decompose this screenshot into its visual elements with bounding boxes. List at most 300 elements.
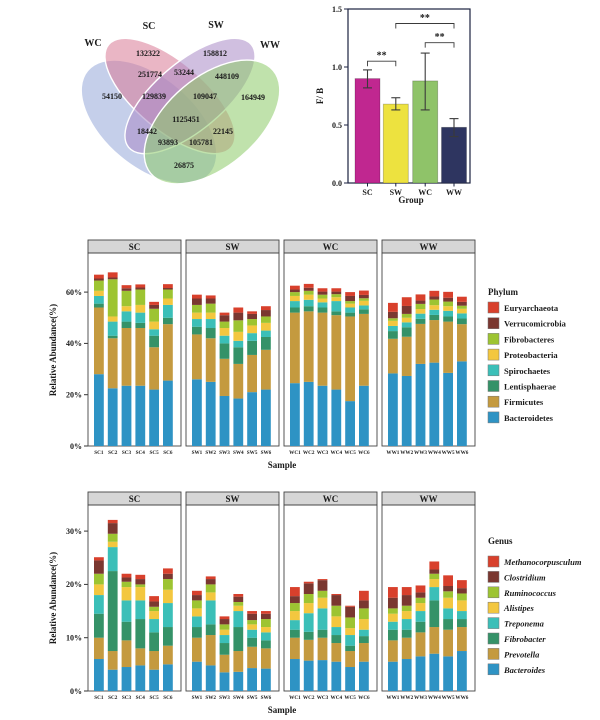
- bar-segment-WW4-Euryarchaeota: [429, 291, 439, 297]
- bar-segment-SC4-Verrucomicrobia: [135, 287, 145, 289]
- bar-segment-WC1-Fibrobacter: [290, 630, 300, 638]
- bar-segment-WW4-Proteobacteria: [429, 305, 439, 310]
- venn-region-SW-only: 158812: [203, 49, 227, 58]
- bar-segment-SW5-Lentisphaerae: [247, 341, 257, 355]
- sample-label: SW4: [232, 450, 244, 456]
- bar-segment-SC5-Methanocorpusculum: [149, 596, 159, 601]
- bar-segment-WC5-Spirochaetes: [345, 307, 355, 312]
- sample-label: SC6: [163, 450, 173, 456]
- legend-swatch-Verrucomicrobia: [488, 318, 499, 329]
- bar-segment-WW4-Verrucomicrobia: [429, 296, 439, 299]
- bar-segment-SW5-Proteobacteria: [247, 325, 257, 333]
- bar-segment-SC4-Lentisphaerae: [135, 323, 145, 328]
- bar-segment-WC4-Verrucomicrobia: [331, 292, 341, 295]
- bar-segment-WW1-Lentisphaerae: [388, 331, 398, 339]
- bar-segment-SW3-Clostridium: [220, 619, 230, 624]
- bar-segment-SW1-Fibrobacter: [192, 627, 202, 638]
- sample-label: WW5: [441, 695, 455, 701]
- bar-segment-SW3-Proteobacteria: [220, 328, 230, 336]
- bar-segment-SW6-Bacteroides: [261, 669, 271, 691]
- bar-segment-SC6-Alistipes: [163, 590, 173, 603]
- legend-label-Fibrobacter: Fibrobacter: [504, 634, 546, 644]
- bar-segment-WC1-Fibrobacteres: [290, 292, 300, 296]
- bar-segment-SC1-Verrucomicrobia: [94, 279, 104, 281]
- bar-segment-WW3-Fibrobacter: [416, 622, 426, 633]
- bar-segment-WC4-Treponema: [331, 627, 341, 635]
- bar-segment-WC4-Firmicutes: [331, 315, 341, 389]
- sample-label: SC3: [121, 450, 132, 456]
- bar-segment-WW5-Proteobacteria: [443, 306, 453, 311]
- bar-segment-WW3-Bacteroidetes: [416, 364, 426, 446]
- bar-segment-SW6-Verrucomicrobia: [261, 310, 271, 316]
- bar-segment-SC5-Euryarchaeota: [149, 302, 159, 305]
- ytick-label: 60%: [66, 287, 82, 297]
- bar-segment-SC1-Bacteroidetes: [94, 374, 104, 446]
- bar-segment-WC1-Euryarchaeota: [290, 286, 300, 290]
- bar-segment-SC3-Ruminococcus: [122, 582, 132, 587]
- bar-segment-WC2-Treponema: [304, 613, 314, 632]
- bar-segment-SW3-Fibrobacter: [220, 643, 230, 655]
- fb-xtick-label: SC: [362, 188, 373, 197]
- bar-segment-SW6-Ruminococcus: [261, 619, 271, 627]
- sample-label: SW6: [260, 450, 272, 456]
- sample-label: SC2: [108, 695, 118, 701]
- fb-y-axis-title: F/ B: [315, 87, 325, 105]
- venn-region-WC-SW: 18442: [137, 127, 157, 136]
- sample-label: WW2: [400, 695, 414, 701]
- bar-segment-WW1-Bacteroidetes: [388, 373, 398, 446]
- bar-segment-SC6-Bacteroides: [163, 664, 173, 691]
- fb-sig-bracket: [396, 24, 454, 29]
- ytick-label: 20%: [66, 390, 82, 400]
- sample-label: SW5: [246, 695, 258, 701]
- panel-header-label: SW: [225, 241, 240, 252]
- bar-segment-WW3-Euryarchaeota: [416, 294, 426, 300]
- bar-segment-SW4-Bacteroidetes: [233, 399, 243, 446]
- bar-segment-SC1-Bacteroides: [94, 659, 104, 691]
- bar-segment-SC2-Fibrobacteres: [108, 279, 118, 316]
- bar-segment-SC6-Verrucomicrobia: [163, 288, 173, 290]
- bar-segment-SW5-Ruminococcus: [247, 620, 257, 624]
- venn-set-label-SW: SW: [208, 20, 224, 31]
- sample-label: WW4: [427, 695, 441, 701]
- bar-segment-WW3-Treponema: [416, 611, 426, 622]
- bar-segment-WC2-Fibrobacteres: [304, 291, 314, 295]
- bar-segment-SW3-Fibrobacteres: [220, 322, 230, 328]
- bar-segment-WW3-Proteobacteria: [416, 309, 426, 314]
- bar-segment-SC5-Verrucomicrobia: [149, 305, 159, 309]
- legend-swatch-Alistipes: [488, 602, 499, 613]
- sample-label: SW2: [205, 695, 217, 701]
- bar-segment-WC4-Alistipes: [331, 616, 341, 627]
- venn-region-WC-WW: 26875: [174, 161, 194, 170]
- bar-segment-SC1-Firmicutes: [94, 307, 104, 374]
- sample-label: SC1: [94, 695, 104, 701]
- bar-segment-SW4-Alistipes: [233, 606, 243, 611]
- venn-region-WC-SC-SW: 129839: [142, 92, 166, 101]
- venn-diagram: [0, 0, 300, 210]
- bar-segment-WW1-Prevotella: [388, 640, 398, 661]
- bar-segment-SW1-Firmicutes: [192, 334, 202, 379]
- bar-segment-SW2-Clostridium: [206, 579, 216, 584]
- fb-plot-area: [332, 5, 470, 197]
- bar-segment-SC4-Spirochaetes: [135, 313, 145, 323]
- ytick-label: 20%: [66, 580, 82, 590]
- bar-segment-WW2-Fibrobacteres: [402, 314, 412, 318]
- bar-segment-WW4-Prevotella: [429, 627, 439, 654]
- bar-segment-SW6-Treponema: [261, 632, 271, 640]
- bar-segment-SW2-Euryarchaeota: [206, 295, 216, 298]
- bar-segment-WW6-Ruminococcus: [457, 593, 467, 600]
- bar-segment-SW5-Euryarchaeota: [247, 311, 257, 314]
- bar-segment-WC2-Euryarchaeota: [304, 284, 314, 288]
- bar-segment-WW2-Clostridium: [402, 595, 412, 606]
- legend-label-Euryarchaeota: Euryarchaeota: [504, 303, 559, 313]
- bar-segment-WC5-Prevotella: [345, 651, 355, 667]
- bar-segment-SC5-Bacteroides: [149, 670, 159, 691]
- bar-segment-SC3-Treponema: [122, 600, 132, 621]
- bar-segment-SC4-Ruminococcus: [135, 584, 145, 587]
- legend-label-Alistipes: Alistipes: [504, 603, 534, 614]
- bar-segment-WW6-Spirochaetes: [457, 313, 467, 318]
- bar-segment-SW2-Verrucomicrobia: [206, 299, 216, 304]
- bar-segment-WC6-Prevotella: [359, 643, 369, 662]
- bar-segment-SW4-Euryarchaeota: [233, 307, 243, 312]
- venn-region-WC-only: 54150: [102, 92, 122, 101]
- venn-set-label-WW: WW: [260, 40, 280, 51]
- bar-segment-WC2-Fibrobacter: [304, 632, 314, 640]
- bar-segment-SW6-Methanocorpusculum: [261, 611, 271, 614]
- bar-segment-SW1-Lentisphaerae: [192, 327, 202, 335]
- bar-segment-SC2-Bacteroidetes: [108, 388, 118, 446]
- panel-header-label: WC: [322, 493, 339, 504]
- bar-segment-SW2-Fibrobacteres: [206, 304, 216, 313]
- fb-xtick-label: SW: [389, 188, 403, 197]
- bar-segment-WC6-Clostridium: [359, 600, 369, 608]
- bar-segment-SW1-Spirochaetes: [192, 319, 202, 327]
- bar-segment-SC6-Firmicutes: [163, 324, 173, 380]
- legend-label-Ruminococcus: Ruminococcus: [504, 587, 556, 598]
- sample-label: WW3: [414, 450, 427, 456]
- bar-segment-SC5-Ruminococcus: [149, 607, 159, 611]
- bar-segment-SC6-Euryarchaeota: [163, 284, 173, 288]
- bar-segment-WC5-Proteobacteria: [345, 304, 355, 308]
- bar-segment-SW2-Prevotella: [206, 635, 216, 665]
- sample-label: SW3: [219, 450, 230, 456]
- bar-segment-SC2-Fibrobacter: [108, 571, 118, 651]
- genus-legend-title: Genus: [488, 536, 513, 546]
- panel-header-label: WW: [419, 493, 438, 504]
- fb-sig-bracket: [425, 43, 454, 48]
- legend-swatch-Spirochaetes: [488, 365, 499, 376]
- bar-segment-WC5-Clostridium: [345, 607, 355, 618]
- bar-segment-SW3-Lentisphaerae: [220, 343, 230, 358]
- bar-segment-WW5-Fibrobacteres: [443, 302, 453, 307]
- bar-segment-WC2-Firmicutes: [304, 311, 314, 382]
- legend-swatch-Proteobacteria: [488, 349, 499, 360]
- bar-segment-WW2-Spirochaetes: [402, 322, 412, 327]
- bar-segment-SW5-Alistipes: [247, 624, 257, 629]
- bar-segment-SC5-Bacteroidetes: [149, 390, 159, 446]
- bar-segment-SW5-Clostridium: [247, 614, 257, 620]
- bar-segment-WW1-Verrucomicrobia: [388, 312, 398, 318]
- bar-segment-WC2-Proteobacteria: [304, 295, 314, 300]
- bar-segment-WC3-Fibrobacter: [318, 630, 328, 638]
- panel-header-label: SC: [128, 241, 141, 252]
- bar-segment-WW1-Ruminococcus: [388, 608, 398, 613]
- sample-label: SW3: [219, 695, 230, 701]
- bar-segment-WC5-Bacteroides: [345, 667, 355, 691]
- panel-header-label: SW: [225, 493, 240, 504]
- sample-label: WC5: [344, 450, 356, 456]
- bar-segment-SW3-Bacteroidetes: [220, 396, 230, 446]
- fb-ytick-label: 1.5: [332, 4, 342, 14]
- genus-plot-area: [66, 492, 582, 701]
- bar-segment-WW1-Clostridium: [388, 598, 398, 609]
- bar-segment-WW2-Methanocorpusculum: [402, 587, 412, 595]
- bar-segment-WW4-Clostridium: [429, 569, 439, 573]
- bar-segment-SW5-Fibrobacteres: [247, 319, 257, 325]
- fb-ytick-label: 1.0: [332, 62, 342, 72]
- bar-segment-WC2-Methanocorpusculum: [304, 582, 314, 584]
- fb-ytick-label: 0.5: [332, 120, 342, 130]
- sample-label: WW4: [427, 450, 441, 456]
- bar-segment-WC2-Alistipes: [304, 603, 314, 613]
- bar-segment-SC5-Alistipes: [149, 611, 159, 619]
- bar-segment-SW3-Bacteroides: [220, 672, 230, 691]
- bar-segment-SW1-Ruminococcus: [192, 600, 202, 608]
- bar-segment-SC3-Firmicutes: [122, 328, 132, 386]
- bar-segment-WC5-Fibrobacter: [345, 646, 355, 651]
- bar-segment-SW1-Proteobacteria: [192, 313, 202, 319]
- bar-segment-WW6-Bacteroides: [457, 651, 467, 691]
- bar-segment-SC2-Methanocorpusculum: [108, 520, 118, 523]
- bar-segment-SC2-Clostridium: [108, 523, 118, 534]
- bar-segment-SW6-Proteobacteria: [261, 323, 271, 331]
- bar-segment-WW5-Alistipes: [443, 598, 453, 609]
- bar-segment-SC3-Fibrobacter: [122, 622, 132, 641]
- panel-header-label: WC: [322, 241, 339, 252]
- bar-segment-SW3-Alistipes: [220, 630, 230, 635]
- bar-segment-SW5-Bacteroidetes: [247, 392, 257, 446]
- legend-label-Firmicutes: Firmicutes: [504, 397, 544, 408]
- phylum-abundance-chart: [40, 232, 600, 484]
- venn-region-WC-SC-SW-WW: 1125451: [172, 115, 200, 124]
- bar-segment-WC3-Firmicutes: [318, 313, 328, 386]
- legend-label-Bacteroidetes: Bacteroidetes: [504, 412, 553, 423]
- bar-segment-SW1-Prevotella: [192, 638, 202, 662]
- bar-segment-SC2-Bacteroides: [108, 670, 118, 691]
- bar-segment-WC2-Prevotella: [304, 640, 314, 661]
- fb-bar-SW: [383, 104, 408, 183]
- bar-segment-WC6-Proteobacteria: [359, 301, 369, 306]
- venn-region-SW-WW: 448109: [215, 72, 239, 81]
- bar-segment-SW4-Prevotella: [233, 651, 243, 672]
- bar-segment-WW6-Firmicutes: [457, 324, 467, 361]
- legend-swatch-Ruminococcus: [488, 587, 499, 598]
- bar-segment-WC3-Alistipes: [318, 598, 328, 609]
- sample-label: WC1: [289, 695, 301, 701]
- venn-region-WC-SW-WW: 93893: [158, 138, 178, 147]
- bar-segment-SW1-Bacteroidetes: [192, 379, 202, 446]
- bar-segment-WC3-Methanocorpusculum: [318, 579, 328, 580]
- bar-segment-SC6-Spirochaetes: [163, 305, 173, 318]
- bar-segment-WW6-Proteobacteria: [457, 309, 467, 314]
- fb-ytick-label: 0.0: [332, 178, 342, 188]
- bar-segment-SC2-Verrucomicrobia: [108, 277, 118, 279]
- sample-label: SW2: [205, 450, 217, 456]
- bar-segment-SC4-Methanocorpusculum: [135, 575, 145, 579]
- bar-segment-SW5-Fibrobacter: [247, 638, 257, 647]
- bar-segment-SW5-Spirochaetes: [247, 333, 257, 341]
- bar-segment-WW1-Fibrobacter: [388, 630, 398, 641]
- bar-segment-SW4-Fibrobacteres: [233, 320, 243, 332]
- bar-segment-WW6-Prevotella: [457, 627, 467, 651]
- bar-segment-WC4-Prevotella: [331, 643, 341, 662]
- sample-label: SC5: [149, 695, 159, 701]
- bar-segment-SW6-Prevotella: [261, 648, 271, 668]
- bar-segment-WW2-Alistipes: [402, 611, 412, 619]
- bar-segment-WW1-Spirochaetes: [388, 326, 398, 331]
- bar-segment-SW2-Lentisphaerae: [206, 328, 216, 338]
- bar-segment-WW1-Bacteroides: [388, 662, 398, 691]
- bar-segment-WC6-Euryarchaeota: [359, 291, 369, 295]
- bar-segment-WW5-Bacteroidetes: [443, 373, 453, 446]
- bar-segment-SC1-Lentisphaerae: [94, 304, 104, 308]
- bar-segment-WC2-Bacteroides: [304, 661, 314, 691]
- bar-segment-SW6-Lentisphaerae: [261, 337, 271, 350]
- genus-x-axis-title: Sample: [267, 705, 297, 715]
- bar-segment-SW5-Prevotella: [247, 647, 257, 668]
- fb-x-axis-title: Group: [398, 195, 424, 205]
- venn-region-WC-SC: 251774: [138, 70, 162, 79]
- bar-segment-SW2-Proteobacteria: [206, 313, 216, 319]
- bar-segment-WC6-Fibrobacteres: [359, 298, 369, 301]
- bar-segment-SW3-Verrucomicrobia: [220, 315, 230, 321]
- bar-segment-SW3-Euryarchaeota: [220, 313, 230, 316]
- bar-segment-WW3-Prevotella: [416, 632, 426, 656]
- bar-segment-SC6-Bacteroidetes: [163, 381, 173, 446]
- sample-label: WW2: [400, 450, 414, 456]
- bar-segment-SC1-Alistipes: [94, 584, 104, 595]
- legend-swatch-Lentisphaerae: [488, 381, 499, 392]
- bar-segment-WW4-Ruminococcus: [429, 574, 439, 579]
- bar-segment-SC5-Lentisphaerae: [149, 336, 159, 348]
- sample-label: SC6: [163, 695, 173, 701]
- legend-label-Prevotella: Prevotella: [504, 649, 540, 660]
- legend-swatch-Prevotella: [488, 648, 499, 659]
- bar-segment-WW1-Proteobacteria: [388, 321, 398, 326]
- bar-segment-WC2-Clostridium: [304, 583, 314, 594]
- bar-segment-WC3-Euryarchaeota: [318, 288, 328, 291]
- bar-segment-SC6-Fibrobacteres: [163, 290, 173, 299]
- bar-segment-WW2-Euryarchaeota: [402, 297, 412, 306]
- legend-swatch-Bacteroidetes: [488, 412, 499, 423]
- bar-segment-WC3-Treponema: [318, 608, 328, 629]
- sample-label: WW6: [455, 450, 469, 456]
- fb-bar-SC: [355, 79, 380, 183]
- bar-segment-WW6-Alistipes: [457, 600, 467, 611]
- bar-segment-WC3-Spirochaetes: [318, 302, 328, 307]
- sample-label: WW5: [441, 450, 455, 456]
- bar-segment-SC1-Treponema: [94, 595, 104, 614]
- bar-segment-SW2-Alistipes: [206, 592, 216, 600]
- sample-label: WC4: [330, 450, 343, 456]
- bar-segment-SC1-Clostridium: [94, 560, 104, 573]
- bar-segment-SC1-Fibrobacteres: [94, 281, 104, 291]
- bar-segment-SW4-Fibrobacter: [233, 627, 243, 651]
- bar-segment-SW1-Fibrobacteres: [192, 305, 202, 313]
- sample-label: SC2: [108, 450, 118, 456]
- venn-set-label-WC: WC: [84, 38, 102, 49]
- bar-segment-WW2-Bacteroidetes: [402, 376, 412, 446]
- bar-segment-SW2-Bacteroides: [206, 665, 216, 691]
- venn-set-label-SC: SC: [142, 21, 156, 32]
- bar-segment-WW2-Verrucomicrobia: [402, 306, 412, 314]
- bar-segment-SW4-Proteobacteria: [233, 332, 243, 341]
- sample-label: WC6: [358, 695, 370, 701]
- bar-segment-WW2-Fibrobacter: [402, 630, 412, 638]
- bar-segment-WW3-Clostridium: [416, 592, 426, 597]
- bar-segment-WC4-Euryarchaeota: [331, 288, 341, 291]
- bar-segment-WW4-Bacteroidetes: [429, 363, 439, 446]
- legend-label-Spirochaetes: Spirochaetes: [504, 365, 551, 376]
- legend-label-Lentisphaerae: Lentisphaerae: [504, 381, 556, 392]
- bar-segment-WW2-Lentisphaerae: [402, 327, 412, 336]
- bar-segment-WW3-Alistipes: [416, 603, 426, 611]
- bar-segment-SC4-Euryarchaeota: [135, 284, 145, 287]
- fb-sig-bracket: [368, 61, 396, 66]
- bar-segment-SW2-Spirochaetes: [206, 319, 216, 328]
- bar-segment-SW5-Verrucomicrobia: [247, 314, 257, 319]
- bar-segment-SC1-Euryarchaeota: [94, 275, 104, 279]
- sample-label: SC3: [121, 695, 132, 701]
- bar-segment-WC4-Spirochaetes: [331, 301, 341, 311]
- bar-segment-WC5-Ruminococcus: [345, 617, 355, 628]
- bar-segment-SC1-Ruminococcus: [94, 574, 104, 585]
- bar-segment-WW5-Treponema: [443, 608, 453, 619]
- bar-segment-WC2-Lentisphaerae: [304, 306, 314, 311]
- bar-segment-SC2-Firmicutes: [108, 338, 118, 388]
- bar-segment-WW4-Fibrobacter: [429, 600, 439, 627]
- bar-segment-WC4-Bacteroides: [331, 662, 341, 691]
- bar-segment-WC5-Lentisphaerae: [345, 313, 355, 317]
- legend-label-Fibrobacteres: Fibrobacteres: [504, 334, 555, 345]
- bar-segment-SC2-Ruminococcus: [108, 534, 118, 542]
- bar-segment-WW4-Fibrobacteres: [429, 300, 439, 306]
- bar-segment-SW5-Bacteroides: [247, 668, 257, 691]
- bar-segment-WC3-Proteobacteria: [318, 299, 328, 303]
- bar-segment-SC3-Verrucomicrobia: [122, 288, 132, 291]
- bar-segment-SC5-Fibrobacteres: [149, 309, 159, 322]
- bar-segment-SC5-Proteobacteria: [149, 322, 159, 330]
- bar-segment-WC2-Spirochaetes: [304, 300, 314, 306]
- bar-segment-WW5-Clostridium: [443, 586, 453, 591]
- sample-label: SC5: [149, 450, 159, 456]
- bar-segment-SW4-Firmicutes: [233, 364, 243, 399]
- ytick-label: 10%: [66, 633, 82, 643]
- bar-segment-WC5-Firmicutes: [345, 316, 355, 401]
- bar-segment-SW1-Euryarchaeota: [192, 295, 202, 299]
- sample-label: SW1: [191, 695, 203, 701]
- bar-segment-WC4-Methanocorpusculum: [331, 594, 341, 595]
- legend-swatch-Euryarchaeota: [488, 302, 499, 313]
- bar-segment-SC4-Bacteroidetes: [135, 386, 145, 446]
- bar-segment-SC1-Methanocorpusculum: [94, 557, 104, 560]
- bar-segment-SW3-Prevotella: [220, 655, 230, 673]
- phylum-y-axis-title: Relative Abundance(%): [48, 303, 58, 397]
- legend-swatch-Firmicutes: [488, 396, 499, 407]
